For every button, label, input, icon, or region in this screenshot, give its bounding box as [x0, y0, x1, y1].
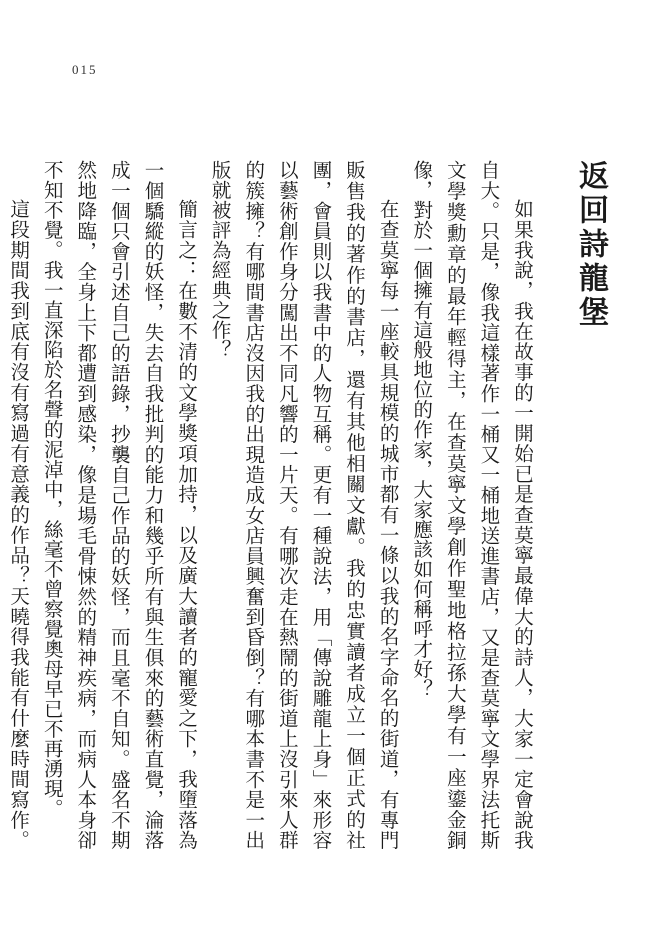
paragraph-1: 如果我說，我在故事的一開始已是查莫寧最偉大的詩人，大家一定會說我自大。只是，像我這樣著作一桶又一桶地送進書店，又是查莫寧文學界法托斯文學獎勳章的最年輕得主，在查莫寧文學創作聖地格拉孫大學有一座鎏金銅像，對於一個擁有這般地位的作家，大家應該如何稱呼才好？	[410, 160, 534, 850]
page-body	[0, 160, 608, 850]
page-number: 015	[72, 62, 98, 77]
paragraph-3: 簡言之：在數不清的文學獎項加持，以及廣大讀者的寵愛之下，我墮落為一個驕縱的妖怪，失去自我批判的能力和幾乎所有與生俱來的藝術直覺，淪落成一個只會引述自己的語錄，抄襲自己作品的妖怪，而且毫不自知。盛名不期然地降臨，全身上下都遭到感染，像是場毛骨悚然的精神疾病，而病人本身卻不知不覺。我一直深陷於名聲的泥淖中，絲毫不曾察覺奧母早已不再湧現。	[40, 160, 199, 850]
paragraph-2: 在查莫寧每一座較具規模的城市都有一條以我的名字命名的街道，有專門販售我的著作的書店，還有其他相關文獻。我的忠實讀者成立一個正式的社團，會員則以我書中的人物互稱。更有一種說法，用「傳說雕龍上身」來形容以藝術創作身分闖出不同凡響的一片天。有哪次走在熱鬧的街道上沒引來人群的簇擁？有哪間書店沒因我的出現造成女店員興奮到昏倒？有哪本書不是一出版就被評為經典之作？	[208, 160, 400, 850]
chapter-title: 返回詩龍堡	[573, 160, 608, 330]
paragraph-4: 這段期間我到底有沒有寫過有意義的作品？天曉得我能有什麼時間寫作。	[7, 199, 31, 850]
